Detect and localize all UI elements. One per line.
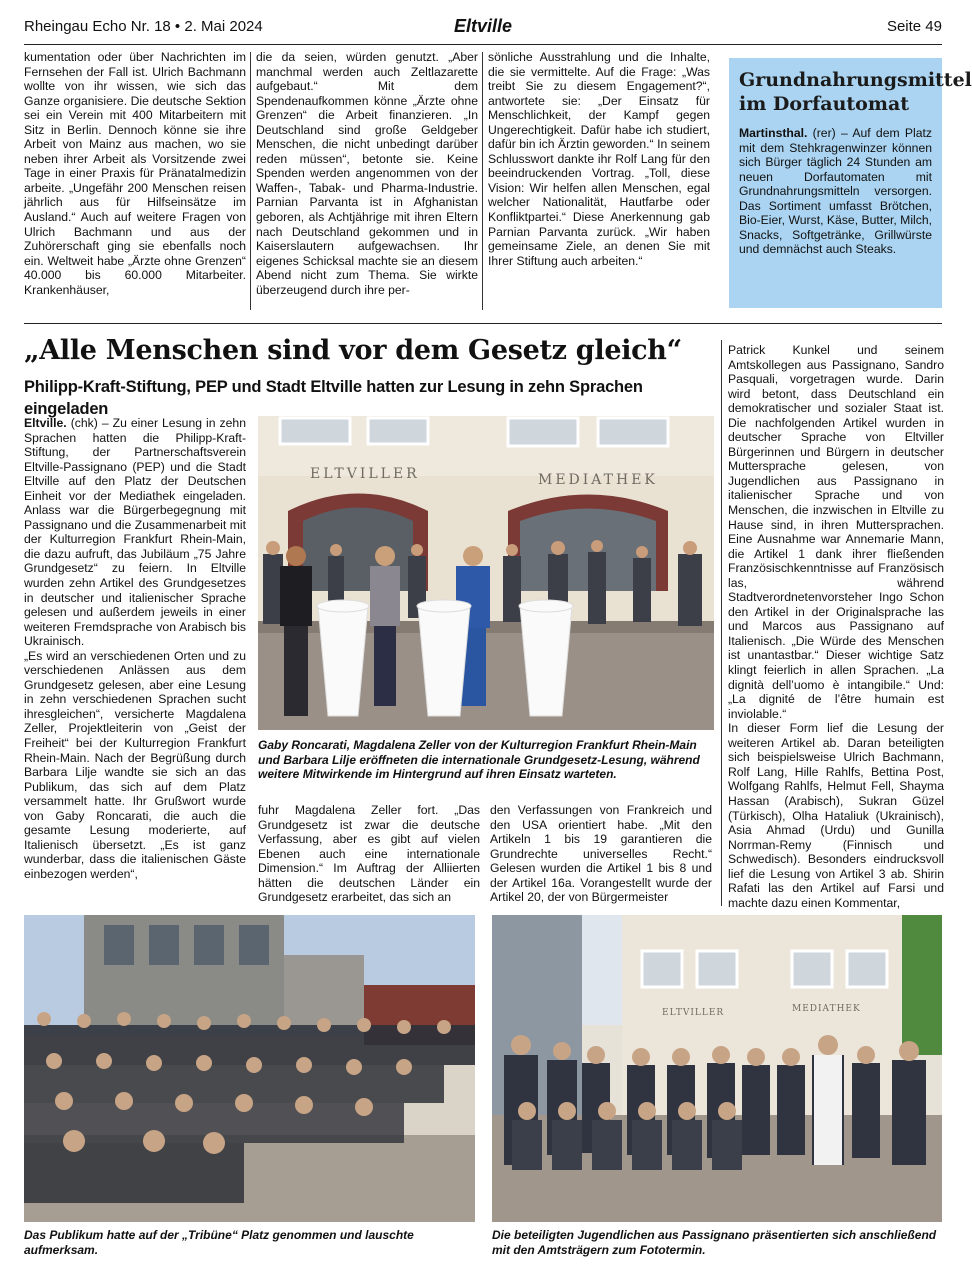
column-divider bbox=[250, 52, 251, 310]
page-number: Seite 49 bbox=[886, 18, 942, 35]
top-article-col-2: die da seien, würden genutzt. „Aber manchmal werden auch Zeltlazarette aufgebaut.“ Mit dem Spendenaufkommen könne „Ärzte ohne Grenzen“ die Arbeit finanzieren. „In Deutschland sind große Geldgeber Menschen, die nicht unbedingt darüber reden müssen“, betonte sie. Keine Spenden werden angenommen von der Waffen-, Tabak- und Pharma-Industrie. Parnian Parvanta ist in Afghanistan geboren, als Achtjährige mit ihren Eltern nach Deutschland gekommen und in Kaiserslautern aufgewachsen. Ihr eigenes Schicksal machte sie an diesem Abend nicht zum Thema. Sie wirkte überzeugend durch ihre per- bbox=[256, 50, 478, 297]
sidebox-text: Martinsthal. (rer) – Auf dem Platz mit dem Stehkragenwinzer können sich Bürger täglich 24 Stunden am neuen Dorfautomaten mit Grundnahrungsmitteln versorgen. Das Sortiment umfasst Brötchen, Bio-Eier, Wurst, Käse, Butter, Milch, Snacks, Softgetränke, Grillwürste und demnächst auch Steaks. bbox=[739, 126, 932, 256]
photo-speakers-caption: Gaby Roncarati, Magdalena Zeller von der Kulturregion Frankfurt Rhein-Main und Barbara Lilje eröffneten die internationale Grundgesetz-Lesung, während weitere Mitwirkende im Hintergrund auf ihren Einsatz warteten. bbox=[258, 738, 700, 782]
main-article-col-3: den Verfassungen von Frankreich und den USA orientiert habe. „Mit den Artikeln 1 bis 19 garantieren die Grundrechte universelles Recht.“ Gelesen wurden die Artikel 1 bis 8 und der Artikel 16a. Vorangestellt wurde der Artikel 20, der von Bürgermeister bbox=[490, 803, 712, 905]
issue-info: Rheingau Echo Nr. 18 • 2. Mai 2024 bbox=[24, 18, 263, 35]
section-title: Eltville bbox=[453, 16, 513, 36]
main-article-col-1: Eltville. (chk) – Zu einer Lesung in zehn Sprachen hatten die Philipp-Kraft-Stiftung, der Partnerschaftsverein Eltville-Passignano (PEP) und die Stadt Eltville auf den Platz der Deutschen Einheit vor der Mediathek eingeladen. Anlass war die Bürgerbegegnung mit Passignano und die Zusammenarbeit mit der Kulturregion Frankfurt Rhein-Main, die dazu aufruft, das Jubiläum „75 Jahre Grundgesetz“ zu feiern. In Eltville wurden zehn Artikel des Grundgesetzes in deutscher und italienischer Sprache gelesen und außerdem jeweils in einer weiteren Fremdsprache von Arabisch bis Ukrainisch. „Es wird an verschiedenen Orten und zu verschiedenen Anlässen aus dem Grundgesetz gelesen, aber eine Lesung in zehn verschiedenen Sprachen sucht ihresgleichen“, versicherte Magdalena Zeller, Projektleiterin von „Geist der Freiheit“ bei der Kulturregion Frankfurt Rhein-Main. Nach der Begrüßung durch Barbara Lilje wandte sie sich an das Publikum, das sich auf dem Platz versammelt hatte. Ihr Grußwort wurde von Gaby Roncarati, die auch die gesamte Lesung moderierte, auf Italienisch übersetzt. „Es ist ganz wunderbar, dass die italienischen Gäste einbezogen werden“, bbox=[24, 416, 246, 881]
sign-mediathek: MEDIATHEK bbox=[538, 472, 658, 488]
column-divider bbox=[721, 340, 722, 906]
photo-audience bbox=[24, 915, 475, 1222]
section-rule bbox=[24, 323, 942, 324]
main-article-col-4: Patrick Kunkel und seinem Amtskollegen aus Passignano, Sandro Pasquali, vorgetragen wurde. Darin wird betont, dass Deutschland ein demokratischer und sozialer Staat ist. Die nachfolgenden Artikel wurden in deutscher Sprache von Eltviller Bürgerinnen und Bürgern in deutscher Muttersprache gelesen, von Jugendlichen aus Passignano in italienischer Sprache und von Menschen, die inzwischen in Eltville zu Hause sind, in ihren Muttersprachen. Eine Ausnahme war Annemarie Mann, die Artikel 1 dank ihrer fließenden Französischkenntnisse auf Französisch las, während Stadtverordnetenvorsteher Ingo Schon den Artikel in der Originalsprache las und Marcos aus Passignano auf Italienisch. „Die Würde des Menschen ist unantastbar.“ Dieser wichtige Satz klingt feierlich in allen Sprachen. „La dignità dell’uomo è intangibile.“ Und: „La dignité de l’être humain est inviolable.“ In dieser Form lief die Lesung der weiteren Artikel ab. Daran beteiligten sich beispielsweise Ulrich Bachmann, Rolf Lang, Hille Rahlfs, Bettina Post, Wolfgang Rahlfs, Helmut Fell, Shayma Hassan (Arabisch), Sukran Güzel (Türkisch), Olha Hataliuk (Ukrainisch), Asia Ahmad (Urdu) und Gunilla Norrman-Remy (Finnisch und Schwedisch). Besonders eindrucksvoll lief die Lesung von Artikel 3 ab. Shirin Rafati las den Artikel auf Farsi und machte dazu einen Kommentar, bbox=[728, 343, 944, 910]
sign-eltviller: ELTVILLER bbox=[662, 1008, 725, 1018]
photo-speakers bbox=[258, 416, 714, 730]
page-header bbox=[24, 16, 942, 42]
sidebox-title: Grundnahrungsmittel im Dorfautomat bbox=[739, 69, 972, 115]
main-article-col-2: fuhr Magdalena Zeller fort. „Das Grundgesetz ist zwar die deutsche Verfassung, aber es gibt auf vielen Ebenen auch eine internationale Dimension.“ Im Auftrag der Alliierten hätten die deutschen Länder ein Grundgesetz erarbeitet, das sich an bbox=[258, 803, 480, 905]
sign-eltviller: ELTVILLER bbox=[310, 466, 420, 482]
article-headline: „Alle Menschen sind vor dem Gesetz gleich“ bbox=[24, 335, 682, 366]
top-article-col-3: sönliche Ausstrahlung und die Inhalte, die sie vermittelte. Auf die Frage: „Was treibt Sie zu diesem Engagement?“, antwortete sie: „Der Einsatz für Menschlichkeit, der Kampf gegen Ungerechtigkeit. Dafür habe ich studiert, dafür bin ich Ärztin geworden.“ In seinem Schlusswort dankte ihr Rolf Lang für den beeindruckenden Vortrag. „Toll, diese Vision: Wir helfen allen Menschen, egal welcher Nationalität, Hautfarbe oder Konfliktpartei.“ Diese Anerkennung gab Parnian Parvanta zurück. „Wir haben gemeinsame Ziele, an denen Sie mit Ihrer Stiftung auch arbeiten.“ bbox=[488, 50, 710, 268]
photo-group-caption: Die beteiligten Jugendlichen aus Passignano präsentierten sich anschließend mit den Amtsträgern zum Fototermin. bbox=[492, 1228, 937, 1257]
header-rule bbox=[24, 44, 942, 45]
photo-group bbox=[492, 915, 942, 1222]
article-subheadline: Philipp-Kraft-Stiftung, PEP und Stadt Eltville hatten zur Lesung in zehn Sprachen eingeladen bbox=[24, 378, 643, 418]
sidebox-dorfautomat bbox=[729, 58, 972, 308]
photo-audience-caption: Das Publikum hatte auf der „Tribüne“ Platz genommen und lauschte aufmerksam. bbox=[24, 1228, 414, 1257]
column-divider bbox=[482, 52, 483, 310]
sign-mediathek: MEDIATHEK bbox=[792, 1004, 861, 1014]
top-article-col-1: kumentation oder über Nachrichten im Fernsehen der Fall ist. Ulrich Bachmann wollte von ihr wissen, wie sich das Ganze organisiere. Die deutsche Sektion sei ein Verein mit 400 Mitarbeitern mit Sitz in Berlin. Dennoch könne sie ihre Arbeit von Mainz aus machen, wo sie neben ihrer Arbeit als Vorsitzende zwei Tage in einer Praxis für Pränatalmedizin arbeite. „Ungefähr 200 Menschen reisen jährlich aus für Hilfseinsätze im Ausland.“ Auch auf weitere Fragen von Ulrich Bachmann und aus der Zuhörerschaft ging sie ebenfalls noch ein. Weltweit habe „Ärzte ohne Grenzen“ 40.000 bis 60.000 Mitarbeiter. Krankenhäuser, bbox=[24, 50, 246, 297]
